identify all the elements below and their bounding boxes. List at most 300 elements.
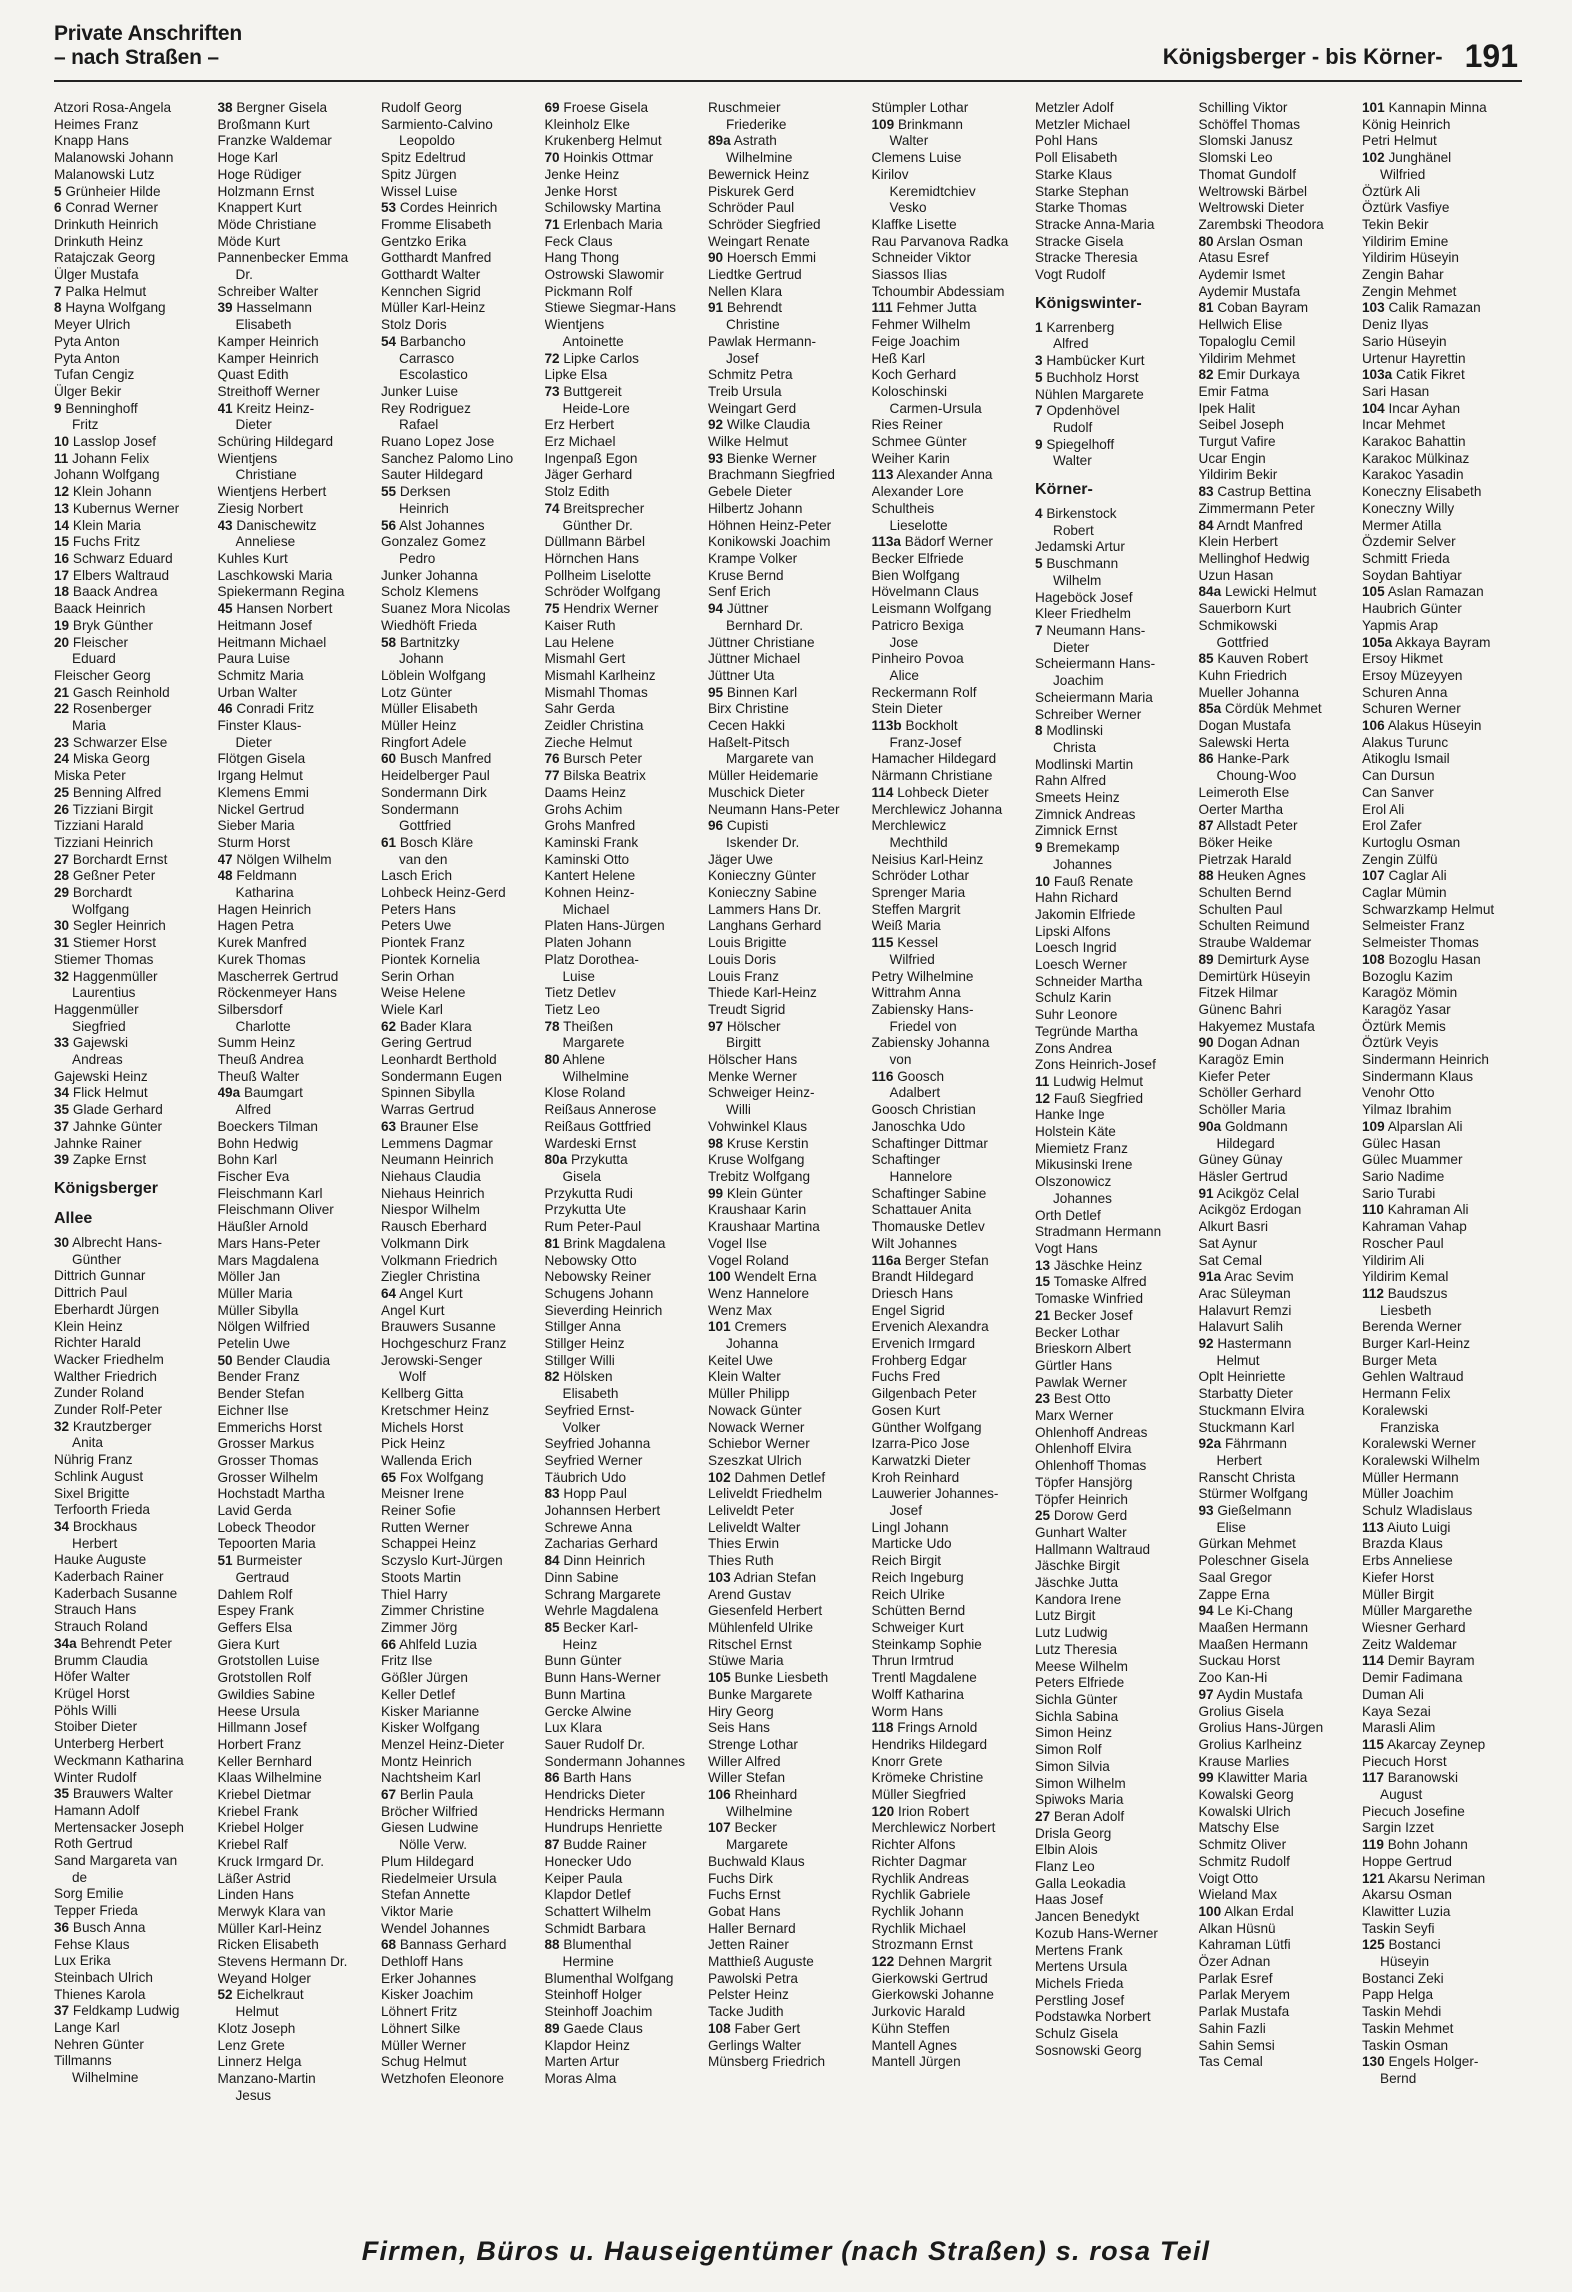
entry-continuation [54, 985, 217, 1002]
resident-name: Glade Gerhard [72, 1102, 163, 1118]
resident-name: Junker Johanna [381, 567, 478, 583]
resident-name: Steinbach Ulrich [54, 1969, 153, 1985]
resident-name: Patricro Bexiga [871, 617, 964, 633]
resident-name: Berlin Paula [399, 1787, 474, 1803]
directory-entry [872, 1637, 1035, 1654]
directory-entry [1035, 1258, 1198, 1275]
directory-entry [708, 133, 871, 150]
directory-entry [218, 1704, 381, 1721]
directory-entry [545, 1219, 708, 1236]
resident-name: Pyta Anton [54, 350, 120, 366]
directory-entry [1199, 1303, 1362, 1320]
directory-entry [872, 1687, 1035, 1704]
resident-name: Feldmann [236, 868, 297, 884]
resident-name: Brandt Hildegard [871, 1269, 974, 1285]
resident-name: Hildegard [1216, 1135, 1275, 1151]
directory-entry [545, 100, 708, 117]
directory-entry [54, 1753, 217, 1770]
resident-name: Erol Ali [1362, 801, 1405, 817]
directory-entry [708, 2004, 871, 2021]
resident-name: Klemens Emmi [217, 784, 309, 800]
resident-name: Fox Wolfgang [399, 1469, 484, 1485]
directory-entry [381, 885, 544, 902]
directory-entry [1035, 556, 1198, 573]
resident-name: Sieber Maria [217, 818, 295, 834]
resident-name: Fehmer Jutta [896, 300, 977, 316]
directory-entry [1362, 1169, 1525, 1186]
resident-name: Parlak Mustafa [1198, 2004, 1290, 2020]
directory-entry [1035, 1157, 1198, 1174]
directory-entry [54, 2020, 217, 2037]
house-number: 9 [54, 400, 62, 416]
directory-entry [708, 1085, 871, 1102]
directory-entry [381, 1620, 544, 1637]
directory-entry [381, 918, 544, 935]
directory-column-3 [381, 100, 544, 2088]
resident-name: Duman Ali [1362, 1686, 1424, 1702]
resident-name: Faber Gert [734, 2020, 801, 2036]
directory-entry [1199, 417, 1362, 434]
directory-entry [872, 484, 1035, 501]
directory-entry [1362, 1085, 1525, 1102]
resident-name: Terfoorth Frieda [54, 1502, 150, 1518]
resident-name: Theuß Andrea [217, 1052, 304, 1068]
directory-entry [872, 1102, 1035, 1119]
resident-name: Acikgöz Celal [1216, 1185, 1300, 1201]
resident-name: Gentzko Erika [381, 233, 467, 249]
house-number: 39 [217, 300, 233, 316]
directory-entry [1035, 217, 1198, 234]
directory-entry [381, 1536, 544, 1553]
resident-name: Karakoc Yasadin [1362, 467, 1464, 483]
directory-entry [218, 618, 381, 635]
directory-entry [1199, 1854, 1362, 1871]
directory-entry [1362, 1286, 1525, 1303]
resident-name: Can Dursun [1362, 768, 1435, 784]
directory-entry [218, 1503, 381, 1520]
resident-name: Klapdor Heinz [544, 2037, 630, 2053]
resident-name: Loesch Ingrid [1035, 940, 1117, 956]
directory-entry [381, 1169, 544, 1186]
resident-name: Sari Hasan [1362, 383, 1430, 399]
directory-entry [381, 1804, 544, 1821]
directory-entry [1362, 150, 1525, 167]
house-number: 97 [708, 1018, 724, 1034]
house-number: 15 [1035, 1274, 1051, 1290]
directory-entry [1362, 250, 1525, 267]
directory-entry [1362, 802, 1525, 819]
resident-name: Bunke Margarete [708, 1686, 813, 1702]
directory-entry [1199, 167, 1362, 184]
directory-entry [1035, 1725, 1198, 1742]
house-number: 115 [871, 935, 894, 951]
directory-entry [872, 284, 1035, 301]
entry-continuation [54, 2070, 217, 2087]
resident-name: Konieczny Günter [708, 868, 817, 884]
resident-name: Schiebor Werner [708, 1436, 810, 1452]
directory-entry [1362, 2038, 1525, 2055]
directory-entry [54, 434, 217, 451]
directory-entry [708, 1119, 871, 1136]
resident-name: Rafael [399, 417, 439, 433]
directory-entry [381, 1470, 544, 1487]
resident-name: Reich Birgit [871, 1553, 942, 1569]
resident-name: Erlenbach Maria [563, 216, 663, 232]
entry-continuation [545, 902, 708, 919]
directory-entry [1199, 1420, 1362, 1437]
directory-entry [1362, 1620, 1525, 1637]
resident-name: Tomaske Alfred [1053, 1274, 1147, 1290]
resident-name: Thiel Harry [381, 1586, 448, 1602]
resident-name: Hundrups Henriette [544, 1820, 663, 1836]
directory-entry [708, 534, 871, 551]
resident-name: Kandora Irene [1035, 1591, 1122, 1607]
house-number: 93 [708, 450, 724, 466]
directory-entry [708, 902, 871, 919]
resident-name: Menzel Heinz-Dieter [381, 1736, 505, 1752]
resident-name: Bunke Liesbeth [734, 1670, 829, 1686]
resident-name: Thies Ruth [708, 1553, 774, 1569]
resident-name: Walter [889, 133, 929, 149]
resident-name: Thies Erwin [708, 1536, 780, 1552]
house-number: 3 [1035, 353, 1043, 369]
resident-name: Gotthardt Walter [381, 267, 481, 283]
resident-name: Hanke Inge [1035, 1107, 1105, 1123]
resident-name: Müller Sibylla [217, 1302, 299, 1318]
house-number: 82 [544, 1369, 560, 1385]
resident-name: Gottfried [399, 818, 452, 834]
resident-name: Broßmann Kurt [217, 116, 310, 132]
directory-entry [54, 1987, 217, 2004]
directory-column-9 [1362, 100, 1525, 2088]
resident-name: Rum Peter-Paul [544, 1219, 642, 1235]
resident-name: Knapp Hans [54, 133, 129, 149]
directory-entry [872, 384, 1035, 401]
resident-name: Poleschner Gisela [1198, 1553, 1309, 1569]
resident-name: Müller Heidemarie [708, 768, 819, 784]
resident-name: Strozmann Ernst [871, 1937, 973, 1953]
resident-name: Mueller Johanna [1198, 684, 1300, 700]
resident-name: Karagöz Yasar [1362, 1001, 1451, 1017]
house-number: 10 [54, 434, 70, 450]
resident-name: Podstawka Norbert [1035, 2009, 1151, 2025]
directory-entry [872, 751, 1035, 768]
resident-name: Vogel Ilse [708, 1235, 767, 1251]
resident-name: Vogt Hans [1035, 1241, 1098, 1256]
house-number: 91 [708, 300, 724, 316]
entry-continuation [545, 518, 708, 535]
resident-name: Lammers Hans Dr. [708, 901, 822, 917]
resident-name: Castrup Bettina [1217, 484, 1312, 500]
directory-entry [872, 1186, 1035, 1203]
directory-entry [381, 835, 544, 852]
entry-continuation [218, 735, 381, 752]
resident-name: Tietz Detlev [544, 985, 616, 1001]
resident-name: Hochstadt Martha [217, 1486, 325, 1502]
resident-name: Tepoorten Maria [217, 1536, 316, 1552]
directory-entry [708, 2038, 871, 2055]
directory-entry [708, 1319, 871, 1336]
directory-entry [381, 401, 544, 418]
directory-entry [872, 451, 1035, 468]
house-number: 26 [54, 801, 70, 817]
resident-name: Scheiermann Hans- [1035, 656, 1156, 672]
directory-entry [1362, 1319, 1525, 1336]
directory-entry [1035, 606, 1198, 623]
directory-entry [1199, 718, 1362, 735]
resident-name: Zons Andrea [1035, 1040, 1113, 1056]
directory-entry [1199, 267, 1362, 284]
directory-entry [381, 1787, 544, 1804]
directory-entry [1035, 250, 1198, 267]
resident-name: Müller Joachim [1362, 1486, 1454, 1502]
house-number: 102 [708, 1469, 731, 1485]
house-number: 119 [1362, 1837, 1384, 1853]
directory-entry [1199, 2038, 1362, 2055]
directory-entry [545, 1152, 708, 1169]
directory-entry [708, 1453, 871, 1470]
directory-entry [872, 1804, 1035, 1821]
resident-name: Pickmann Rolf [544, 283, 633, 299]
entry-continuation [381, 1837, 544, 1854]
resident-name: Heuken Agnes [1217, 868, 1306, 884]
directory-entry [1199, 1820, 1362, 1837]
directory-entry [218, 1653, 381, 1670]
resident-name: Heß Karl [871, 350, 926, 366]
entry-continuation [381, 1369, 544, 1386]
resident-name: Boeckers Tilman [217, 1118, 318, 1134]
resident-name: Jahnke Günter [72, 1118, 163, 1134]
directory-entry [1199, 1720, 1362, 1737]
directory-entry [218, 451, 381, 468]
directory-entry [872, 969, 1035, 986]
directory-entry [218, 200, 381, 217]
directory-entry [708, 1987, 871, 2004]
directory-entry [381, 1503, 544, 1520]
directory-entry [1199, 1704, 1362, 1721]
entry-continuation [708, 1837, 871, 1854]
directory-entry [872, 1971, 1035, 1988]
directory-entry [54, 1569, 217, 1586]
entry-continuation [708, 751, 871, 768]
directory-entry [708, 1052, 871, 1069]
directory-entry [1362, 1253, 1525, 1270]
resident-name: Pawlak Hermann- [708, 333, 817, 349]
directory-entry [1199, 568, 1362, 585]
resident-name: Birkenstock [1046, 506, 1117, 522]
house-number: 117 [1362, 1770, 1384, 1786]
resident-name: Tepper Frieda [54, 1903, 138, 1919]
resident-name: Arndt Manfred [1216, 517, 1303, 533]
directory-entry [54, 1152, 217, 1169]
entry-continuation [1199, 768, 1362, 785]
resident-name: Kruse Bernd [708, 567, 784, 583]
directory-entry [54, 1703, 217, 1720]
directory-entry [1035, 1341, 1198, 1358]
directory-entry [545, 267, 708, 284]
resident-name: Krampe Volker [708, 550, 798, 566]
resident-name: Müller Werner [381, 2037, 467, 2053]
entry-continuation [381, 818, 544, 835]
directory-entry [872, 918, 1035, 935]
house-number: 77 [544, 768, 560, 784]
house-number: 78 [544, 1018, 560, 1034]
resident-name: Kisker Joachim [381, 1987, 474, 2003]
directory-entry [872, 317, 1035, 334]
directory-entry [218, 952, 381, 969]
resident-name: Marx Werner [1035, 1408, 1114, 1424]
directory-entry [1199, 701, 1362, 718]
resident-name: Maaßen Hermann [1198, 1636, 1309, 1652]
directory-entry [545, 852, 708, 869]
resident-name: Elbers Waltraud [72, 567, 170, 583]
footer-note: Firmen, Büros u. Hauseigentümer (nach Straßen) s. rosa Teil [361, 2236, 1211, 2266]
directory-entry [545, 1536, 708, 1553]
resident-name: Piskurek Gerd [708, 183, 795, 199]
resident-name: Bader Klara [399, 1018, 472, 1034]
resident-name: Brink Magdalena [563, 1235, 666, 1251]
resident-name: Busch Manfred [399, 751, 492, 767]
directory-entry [1035, 234, 1198, 251]
resident-name: Dogan Mustafa [1198, 718, 1291, 734]
directory-entry [1035, 506, 1198, 523]
resident-name: Buschmann [1046, 556, 1119, 572]
resident-name: Hakyemez Mustafa [1198, 1018, 1315, 1034]
resident-name: Schwarz Eduard [72, 550, 173, 566]
resident-name: Karakoc Bahattin [1362, 434, 1466, 450]
resident-name: Sondermann Johannes [544, 1753, 686, 1769]
directory-entry [1199, 1787, 1362, 1804]
resident-name: Ruano Lopez Jose [381, 434, 495, 450]
resident-name: Brauwers Walter [72, 1786, 173, 1802]
directory-entry [708, 1570, 871, 1587]
directory-entry [1362, 384, 1525, 401]
directory-entry [218, 100, 381, 117]
resident-name: Venohr Otto [1362, 1085, 1435, 1101]
resident-name: Kellberg Gitta [381, 1386, 464, 1402]
directory-entry [381, 467, 544, 484]
house-number: 92a [1198, 1436, 1222, 1452]
resident-name: Daams Heinz [544, 784, 627, 800]
house-number: 113a [871, 534, 901, 550]
resident-name: Heimes Franz [54, 116, 139, 132]
resident-name: Kriebel Dietmar [217, 1787, 312, 1803]
resident-name: Müller Philipp [708, 1386, 790, 1402]
resident-name: Hendricks Hermann [544, 1803, 665, 1819]
entry-continuation [1362, 2071, 1525, 2088]
directory-entry [54, 1385, 217, 1402]
house-number: 36 [54, 1919, 70, 1935]
resident-name: Anita [72, 1435, 103, 1451]
resident-name: Baack Andrea [72, 584, 158, 600]
directory-entry [545, 384, 708, 401]
resident-name: Karrenberg [1046, 319, 1115, 335]
directory-entry [1199, 200, 1362, 217]
directory-entry [1362, 1002, 1525, 1019]
resident-name: Eichner Ilse [217, 1402, 289, 1418]
resident-name: Kraushaar Karin [708, 1202, 807, 1218]
directory-entry [218, 635, 381, 652]
resident-name: Sauer Rudolf Dr. [544, 1736, 645, 1752]
directory-entry [1035, 957, 1198, 974]
entry-continuation [708, 117, 871, 134]
directory-entry [1362, 1453, 1525, 1470]
resident-name: Becker Josef [1053, 1307, 1133, 1323]
directory-entry [872, 234, 1035, 251]
resident-name: Piontek Kornelia [381, 951, 480, 967]
directory-entry [1199, 1202, 1362, 1219]
resident-name: Lasslop Josef [72, 434, 157, 450]
resident-name: Bilska Beatrix [563, 768, 646, 784]
directory-entry [545, 534, 708, 551]
resident-name: Metzler Michael [1035, 116, 1131, 132]
directory-entry [1362, 417, 1525, 434]
resident-name: Öztürk Memis [1362, 1018, 1446, 1034]
resident-name: Alakus Hüseyin [1387, 718, 1482, 734]
directory-entry [54, 584, 217, 601]
resident-name: Lewicki Helmut [1224, 584, 1317, 600]
directory-entry [1362, 918, 1525, 935]
resident-name: Zunder Rolf-Peter [54, 1402, 163, 1418]
directory-entry [1035, 1876, 1198, 1893]
resident-name: Piecuch Horst [1362, 1753, 1447, 1769]
resident-name: Richter Alfons [871, 1837, 956, 1853]
entry-continuation [1035, 673, 1198, 690]
resident-name: Karakoc Mülkinaz [1362, 450, 1470, 466]
resident-name: Aydemir Ismet [1198, 267, 1286, 283]
header-rule [54, 80, 1522, 82]
resident-name: Jäger Gerhard [544, 467, 633, 483]
resident-name: Häußler Arnold [217, 1219, 309, 1235]
directory-entry [545, 1470, 708, 1487]
directory-entry [872, 902, 1035, 919]
directory-entry [218, 1603, 381, 1620]
resident-name: Starke Thomas [1035, 200, 1127, 216]
resident-name: Steinkamp Sophie [871, 1636, 982, 1652]
resident-name: Klein Heinz [54, 1318, 123, 1334]
resident-name: Baranowski [1387, 1770, 1458, 1786]
directory-entry [1035, 1558, 1198, 1575]
entry-continuation [381, 651, 544, 668]
directory-entry [381, 2071, 544, 2088]
house-number: 61 [381, 834, 397, 850]
resident-name: Manzano-Martin [217, 2070, 316, 2086]
directory-entry [381, 1253, 544, 1270]
directory-entry [545, 701, 708, 718]
house-number: 125 [1362, 1937, 1385, 1953]
directory-entry [381, 167, 544, 184]
directory-entry [218, 1904, 381, 1921]
directory-entry [1199, 1369, 1362, 1386]
directory-entry [218, 1186, 381, 1203]
resident-name: Mikusinski Irene [1035, 1157, 1133, 1173]
directory-entry [708, 167, 871, 184]
directory-entry [54, 1903, 217, 1920]
resident-name: Meese Wilhelm [1035, 1658, 1128, 1674]
resident-name: Mertens Frank [1035, 1942, 1123, 1958]
resident-name: Fleischer [72, 634, 129, 650]
house-number: 116 [871, 1068, 894, 1084]
directory-entry [708, 334, 871, 351]
resident-name: Kurek Thomas [217, 951, 306, 967]
directory-entry [872, 852, 1035, 869]
resident-name: Zons Heinrich-Josef [1035, 1057, 1156, 1073]
directory-entry [545, 217, 708, 234]
directory-entry [545, 1336, 708, 1353]
directory-entry [1362, 100, 1525, 117]
house-number: 89a [708, 133, 731, 149]
directory-entry [218, 150, 381, 167]
